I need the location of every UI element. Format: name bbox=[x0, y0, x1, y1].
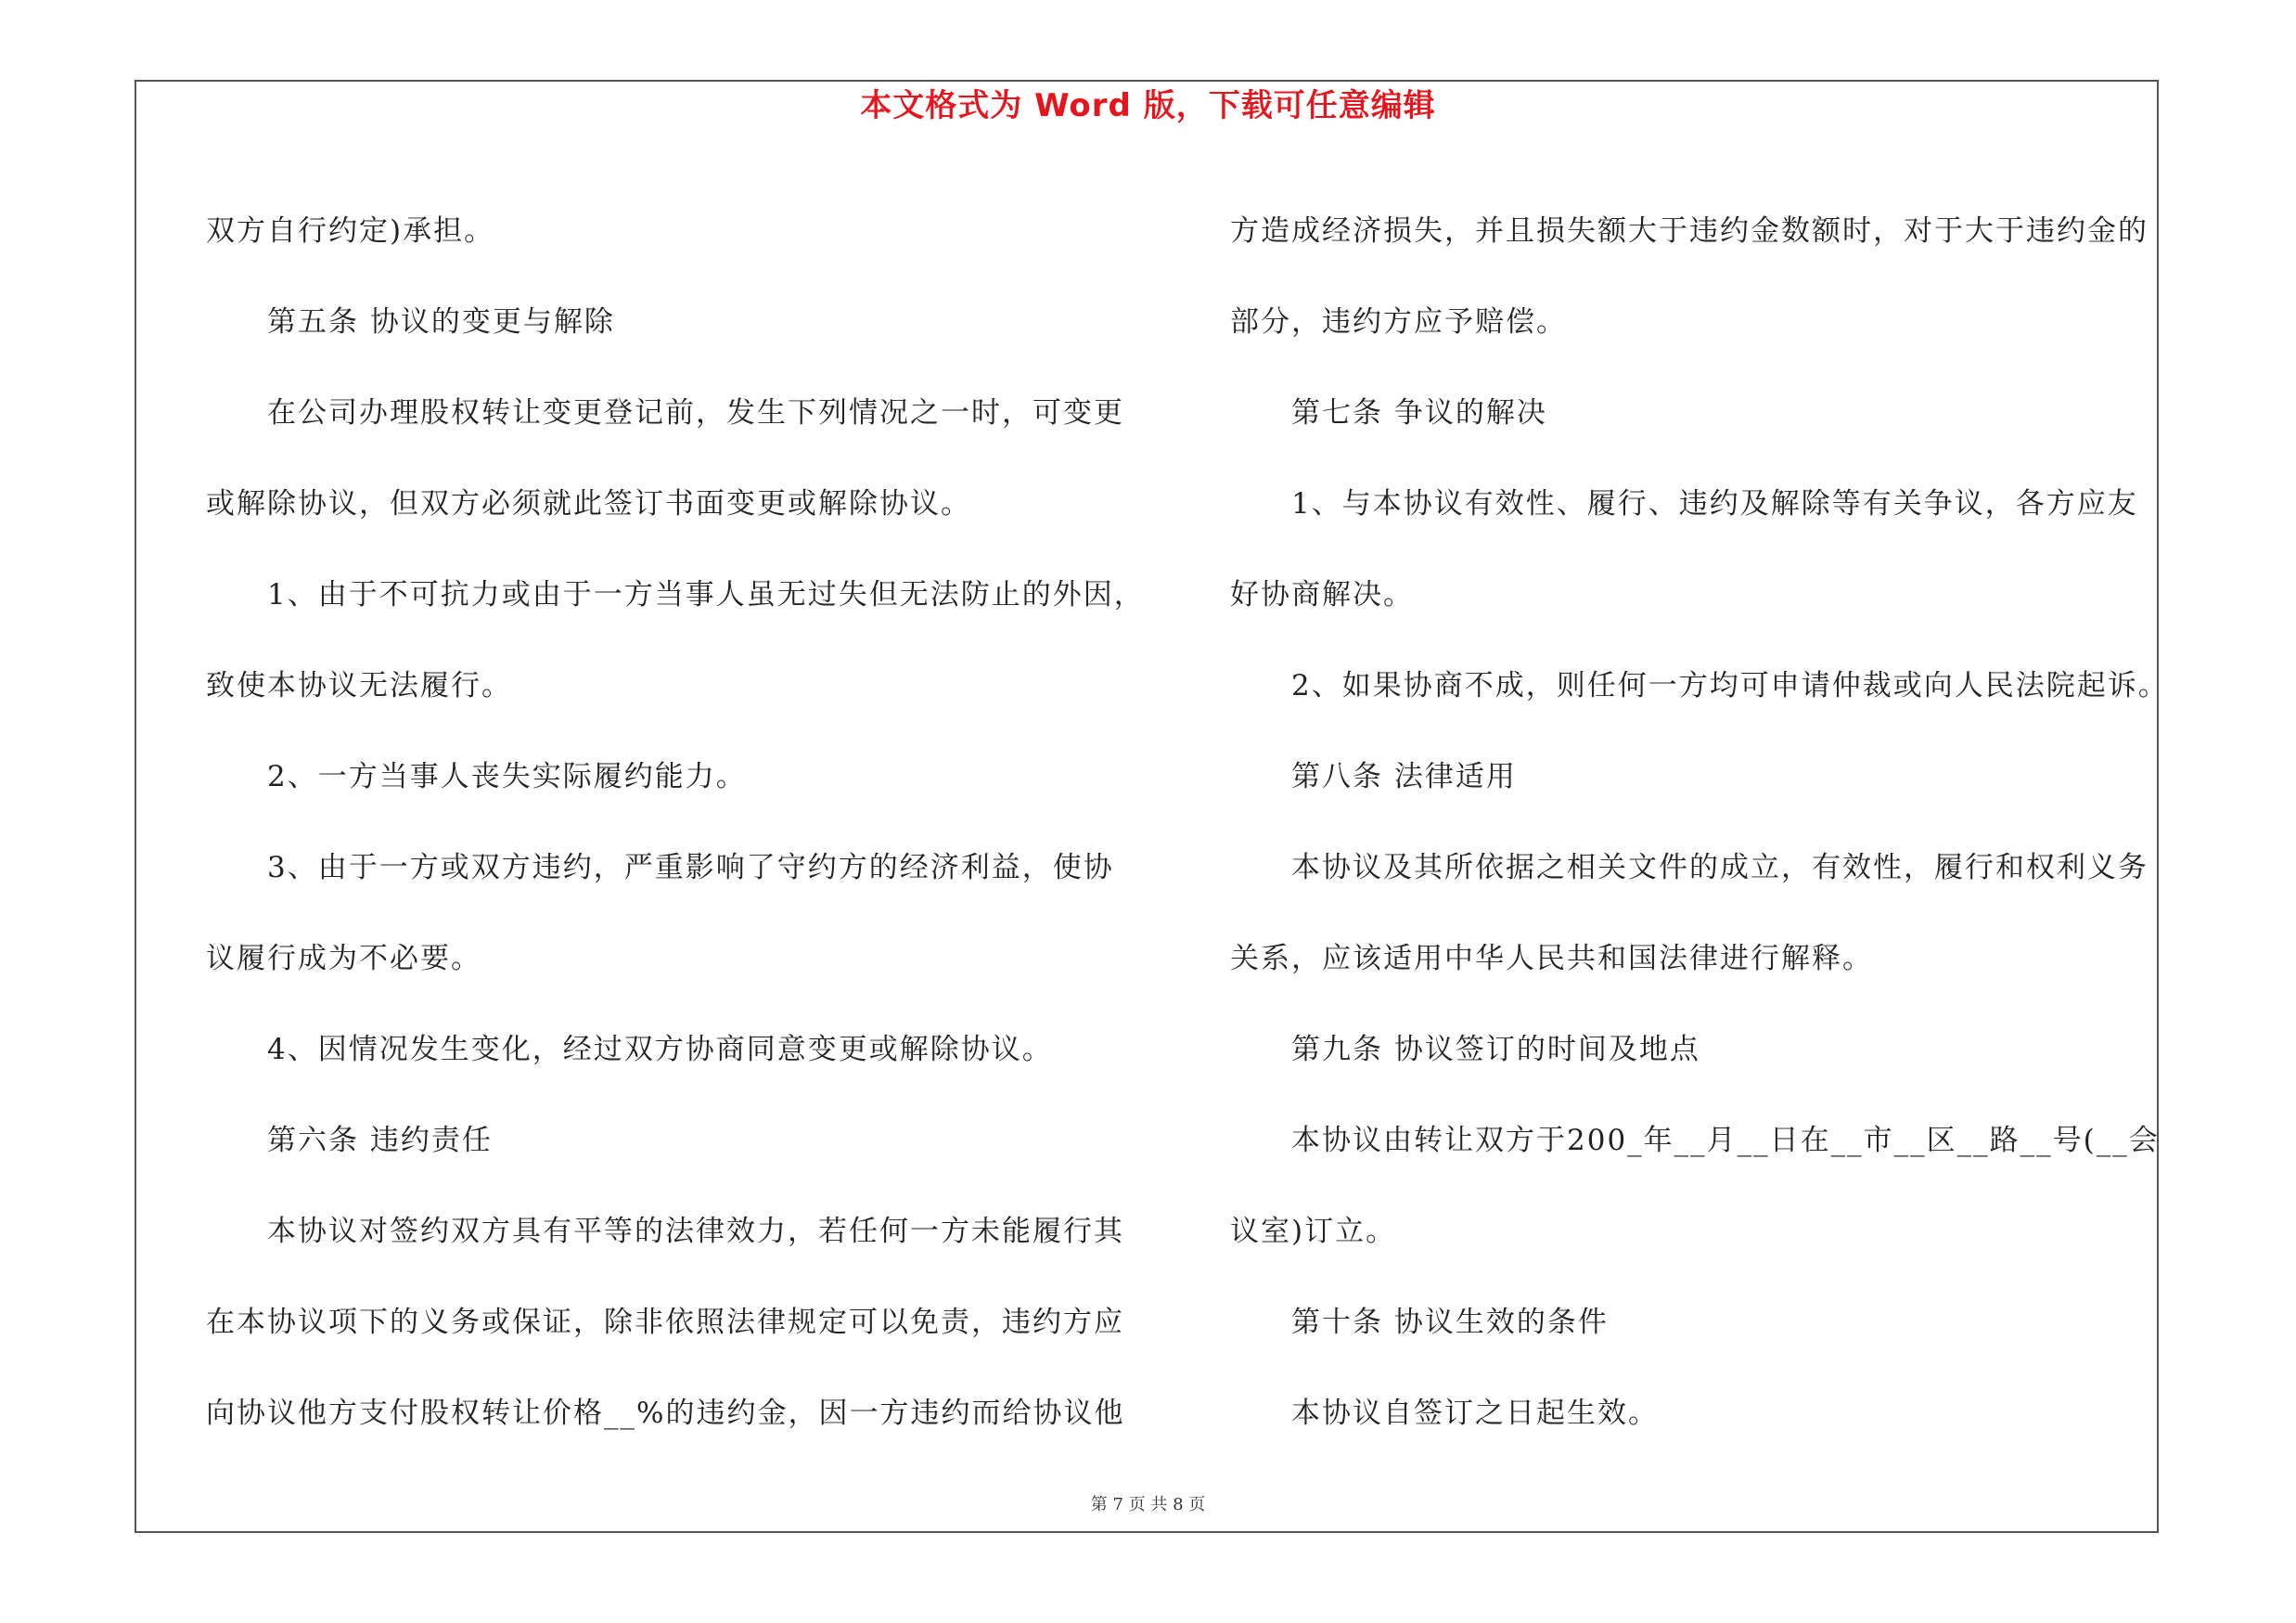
paragraph-line: 部分，违约方应予赔偿。 bbox=[1230, 305, 1567, 339]
paragraph-line: 在本协议项下的义务或保证，除非依照法律规定可以免责，违约方应 bbox=[206, 1306, 1124, 1339]
paragraph-line: 双方自行约定)承担。 bbox=[206, 214, 495, 248]
paragraph-line: 本协议由转让双方于200_年__月__日在__市__区__路__号(__会 bbox=[1291, 1124, 2160, 1157]
paragraph-line: 在公司办理股权转让变更登记前，发生下列情况之一时，可变更 bbox=[267, 396, 1124, 430]
paragraph-line: 向协议他方支付股权转让价格__%的违约金，因一方违约而给协议他 bbox=[206, 1397, 1125, 1430]
paragraph-line: 第八条 法律适用 bbox=[1291, 760, 1517, 793]
paragraph-line: 本协议对签约双方具有平等的法律效力，若任何一方未能履行其 bbox=[267, 1215, 1124, 1248]
paragraph-line: 第九条 协议签订的时间及地点 bbox=[1291, 1033, 1700, 1066]
paragraph-line: 本协议及其所依据之相关文件的成立，有效性，履行和权利义务 bbox=[1291, 851, 2148, 884]
paragraph-line: 议室)订立。 bbox=[1230, 1215, 1397, 1248]
paragraph-line: 第六条 违约责任 bbox=[267, 1124, 493, 1157]
paragraph-line: 第七条 争议的解决 bbox=[1291, 396, 1547, 430]
paragraph-line: 方造成经济损失，并且损失额大于违约金数额时，对于大于违约金的 bbox=[1230, 214, 2148, 248]
paragraph-line: 1、与本协议有效性、履行、违约及解除等有关争议，各方应友 bbox=[1291, 487, 2138, 521]
paragraph-line: 第五条 协议的变更与解除 bbox=[267, 305, 615, 339]
paragraph-line: 3、由于一方或双方违约，严重影响了守约方的经济利益，使协 bbox=[267, 851, 1114, 884]
paragraph-line: 好协商解决。 bbox=[1230, 578, 1414, 612]
paragraph-line: 1、由于不可抗力或由于一方当事人虽无过失但无法防止的外因， bbox=[267, 578, 1145, 612]
format-banner: 本文格式为 Word 版，下载可任意编辑 bbox=[860, 87, 1436, 124]
right-column bbox=[1230, 186, 2172, 1459]
paragraph-line: 4、因情况发生变化，经过双方协商同意变更或解除协议。 bbox=[267, 1033, 1053, 1066]
paragraph-line: 2、如果协商不成，则任何一方均可申请仲裁或向人民法院起诉。 bbox=[1291, 669, 2169, 702]
paragraph-line: 第十条 协议生效的条件 bbox=[1291, 1306, 1609, 1339]
paragraph-line: 或解除协议，但双方必须就此签订书面变更或解除协议。 bbox=[206, 487, 971, 521]
paragraph-line: 2、一方当事人丧失实际履约能力。 bbox=[267, 760, 747, 793]
paragraph-line: 本协议自签订之日起生效。 bbox=[1291, 1397, 1659, 1430]
paragraph-line: 致使本协议无法履行。 bbox=[206, 669, 512, 702]
page-number: 第 7 页 共 8 页 bbox=[1090, 1495, 1206, 1514]
paragraph-line: 议履行成为不必要。 bbox=[206, 942, 481, 975]
left-column bbox=[206, 186, 1171, 1459]
paragraph-line: 关系，应该适用中华人民共和国法律进行解释。 bbox=[1230, 942, 1873, 975]
